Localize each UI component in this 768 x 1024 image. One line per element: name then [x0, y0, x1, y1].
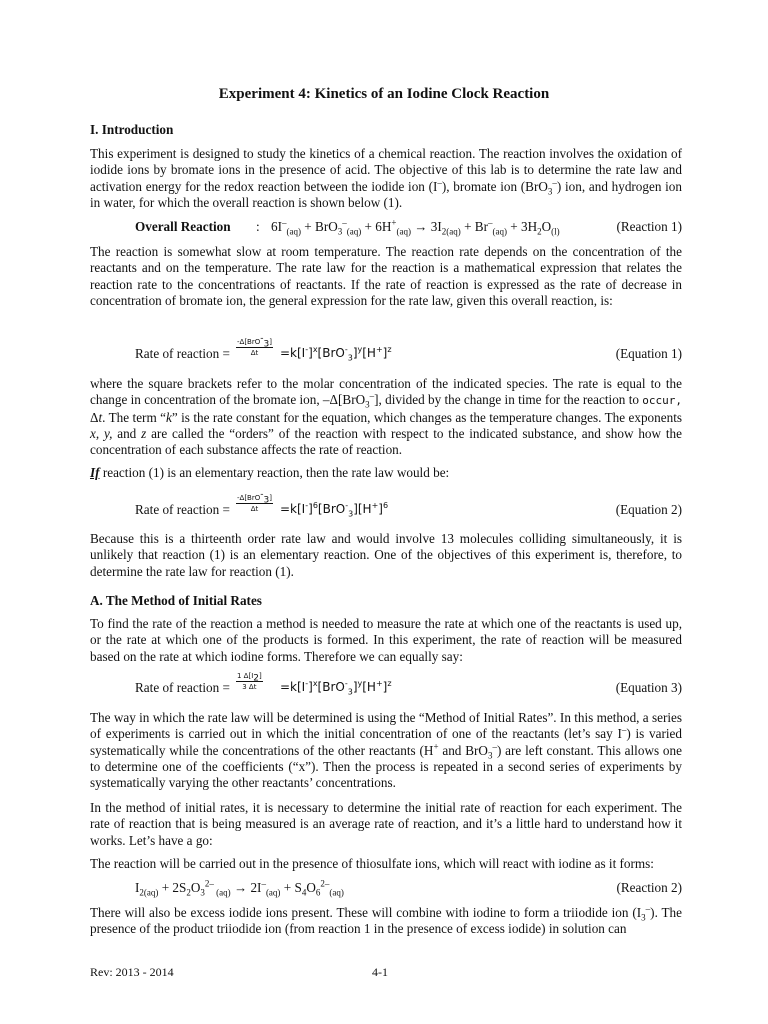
thirteenth-order-paragraph: Because this is a thirteenth order rate law and would involve 13 molecules colliding simultaneously, it is unlikely that reaction (1) is an elementary reaction. One of the objectives of this experiment is, therefore, to determine the rate law for reaction (1).: [90, 531, 682, 579]
elementary-paragraph: [90, 465, 682, 481]
equation-1-numerator: -Δ[BrO-$_3$]: [237, 333, 272, 350]
triiodide-paragraph: There will also be excess iodide ions present. These will combine with iodine to form a triiodide ion $(I_3^-)$. The presence of the product triiodide ion (from reaction 1 in the presence of excess iodide) in solution can: [90, 903, 683, 937]
overall-reaction-line: [90, 219, 682, 236]
equation-3-rhs: $=k[I^-]^x[BrO^-_3]^y[H^+]^z$: [280, 679, 392, 697]
footer-page-number: 4-1: [372, 965, 388, 979]
equation-2-line: [90, 489, 682, 519]
equation-1-rhs: $=k[I^-]^x[BrO^-_3]^y[H^+]^z$: [280, 345, 392, 363]
equation-3-tag: (Equation 3): [615, 680, 682, 695]
reaction-2-line: [90, 880, 682, 897]
rate-law-paragraph: The reaction is somewhat slow at room temperature. The reaction rate depends on the concentration of the reactants and on the temperature. The rate law for the reaction is a mathematical expression that relates the reaction rate to the concentrations of reactants. If the rate of reaction is expressed as the rate of decrease in concentration of bromate ion, the general expression for the rate law, given this overall reaction, is:: [90, 244, 682, 308]
section-heading-initial-rates: A. The Method of Initial Rates: [90, 593, 262, 608]
equation-3-label: Rate of reaction =: [135, 680, 230, 695]
equation-3-line: [90, 672, 682, 697]
reaction-1-tag: (Reaction 1): [616, 219, 682, 234]
intro-paragraph: This experiment is designed to study the kinetics of a chemical reaction. The reaction involves the oxidation of iodide ions by bromate ions in the presence of acid. The objective of this lab is to determine the rate law and activation energy for the redox reaction between the iodide ion (I–), bromate ion (BrO$_3$–) ion, and hydrogen ion in water, for which the overall reaction is shown below (1).: [90, 146, 682, 210]
reaction-2-equation: $I_{2(aq)} + 2S_2O_3^{2-}$ $_{(aq)} \to 2I^-_{(aq)} + S_4O_6^{2-}_{(aq)}$: [135, 878, 344, 898]
overall-reaction-equation: $6I^-_{(aq)} + BrO_3^-_{(aq)} + 6H^+_{(aq)} \to 3I_{2(aq)} + Br^-_{(aq)} + 3H_2O_{(l)}$: [271, 217, 560, 237]
equation-1-tag: (Equation 1): [615, 346, 682, 361]
equation-3-fraction: [236, 672, 263, 691]
equation-2-label: Rate of reaction =: [135, 502, 230, 517]
initial-rates-paragraph: The way in which the rate law will be determined is using the “Method of Initial Rates”. In this method, a series of experiments is carried out in which the initial concentration of one of the reactants (let’s say I–) is varied systematically while the concentrations of the other reactants (H+ and BrO$_3$–) are left constant. This allows one to determine one of the coefficients (“x”). Then the process is repeated in a second series of experiments by systematically varying the other reactants’ concentrations.: [90, 710, 682, 791]
equation-1-denominator: Δt: [250, 349, 259, 357]
equation-2-rhs: $=k[I^-]^6[BrO^-_3][H^+]^6$: [280, 501, 389, 519]
equation-1-label: Rate of reaction =: [135, 346, 230, 361]
reaction-2-tag: (Reaction 2): [616, 880, 682, 895]
equation-2-numerator: -Δ[BrO-$_3$]: [237, 489, 272, 506]
equation-3-numerator: 1 $\Delta[I_2]$: [237, 672, 262, 684]
thiosulfate-paragraph: The reaction will be carried out in the presence of thiosulfate ions, which will react with iodine as it forms:: [90, 856, 654, 871]
overall-reaction-colon: :: [256, 219, 260, 234]
definitions-paragraph: where the square brackets refer to the molar concentration of the indicated species. The rate is equal to the change in concentration of the bromate ion, –Δ[BrO$_3$–], divided by the change in time for the reaction to occur, Δt. The term “k” is the rate constant for the equation, which changes as the temperature changes. The exponents x, y, and z are called the “orders” of the reaction with respect to the indicated substance, and show how the concentration of each substance affects the rate of reaction.: [90, 376, 682, 458]
footer-revision: Rev: 2013 - 2014: [90, 965, 174, 979]
method-paragraph: To find the rate of the reaction a method is needed to measure the rate at which one of the reactants is used up, or the rate at which one of the products is formed. In this experiment, the rate of reaction will be measured based on the rate at which iodine forms. Therefore we can equally say:: [90, 616, 682, 664]
overall-reaction-label: Overall Reaction: [135, 219, 231, 234]
if-word: If: [90, 465, 100, 480]
equation-2-denominator: Δt: [250, 505, 259, 513]
average-rate-paragraph: In the method of initial rates, it is necessary to determine the initial rate of reaction for each experiment. The rate of reaction that is being measured is an average rate of reaction, and it’s a little hard to understand how it works. Let’s have a go:: [90, 800, 682, 848]
section-heading-introduction: I. Introduction: [90, 122, 174, 137]
equation-1-line: [90, 333, 682, 363]
document-title: Experiment 4: Kinetics of an Iodine Clock Reaction: [218, 86, 550, 102]
equation-2-tag: (Equation 2): [615, 502, 682, 517]
equation-3-denominator: 3 Δt: [242, 683, 257, 691]
elementary-text: reaction (1) is an elementary reaction, then the rate law would be:: [99, 465, 450, 480]
equation-1-fraction: [236, 333, 273, 357]
equation-2-fraction: [236, 489, 273, 513]
